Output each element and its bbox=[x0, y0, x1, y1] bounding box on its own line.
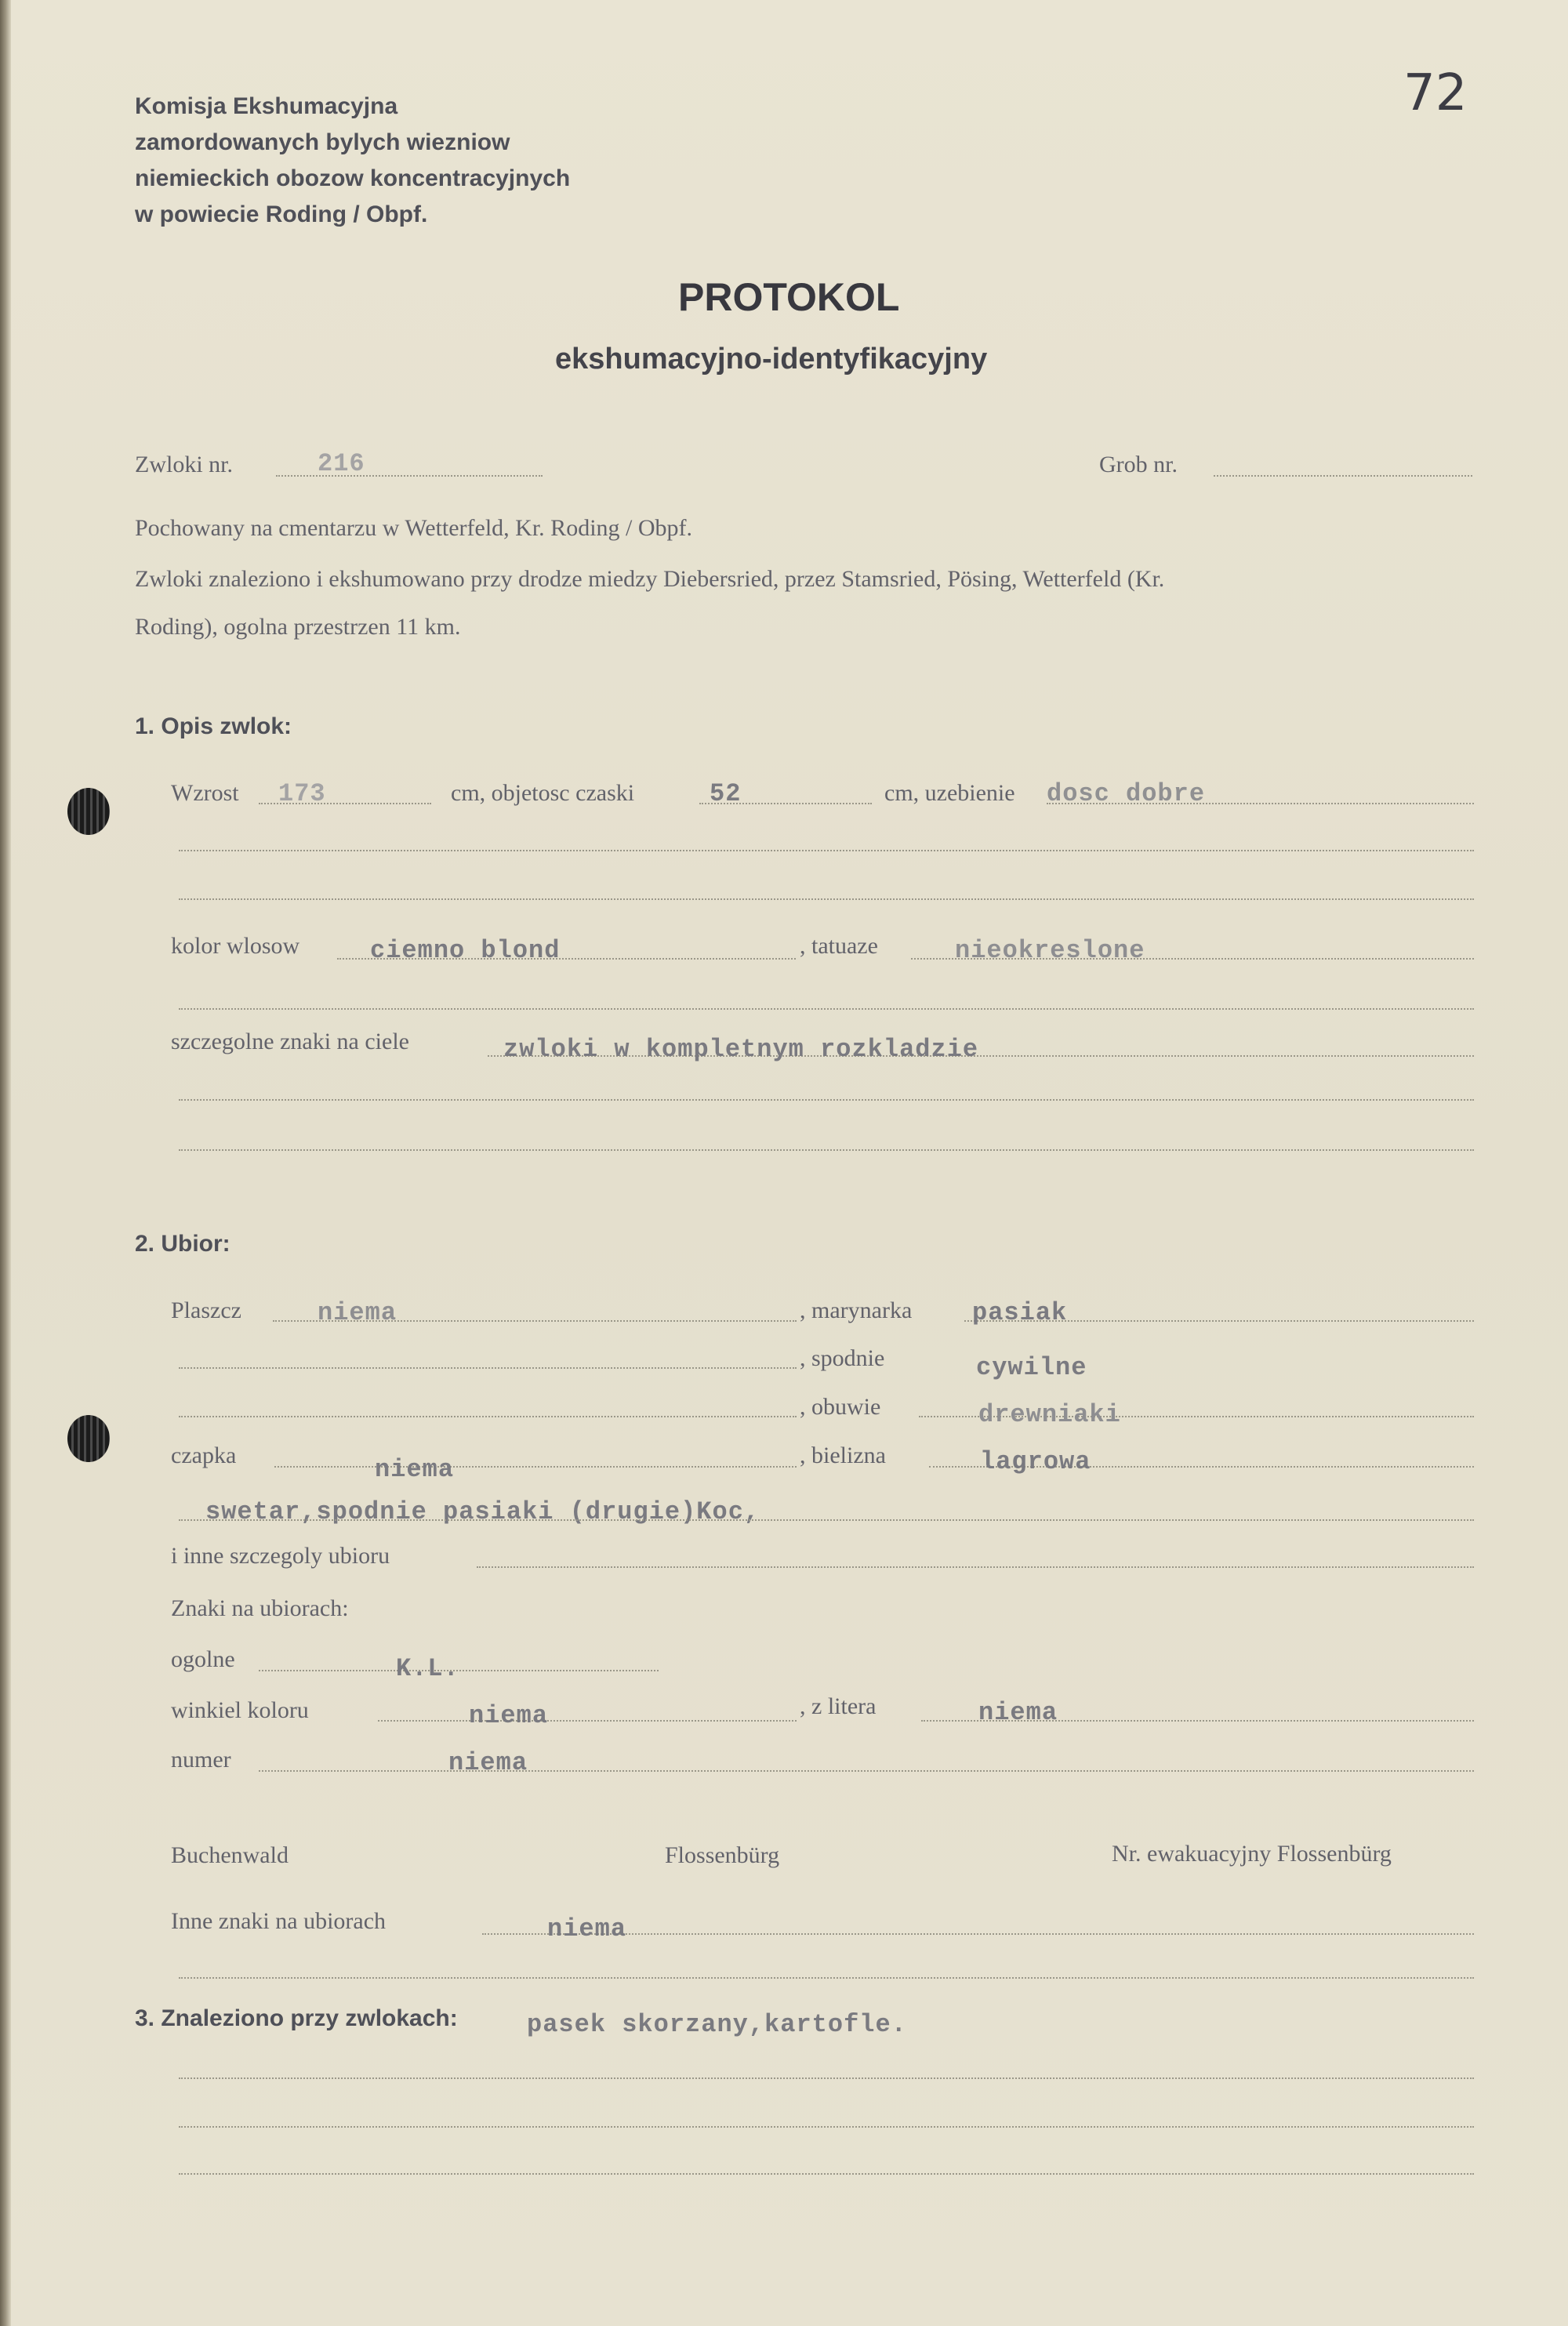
coat-value: niema bbox=[318, 1298, 397, 1327]
underwear-value: lagrowa bbox=[980, 1447, 1091, 1476]
skull-value: 52 bbox=[710, 779, 742, 808]
jacket-label: , marynarka bbox=[800, 1297, 913, 1323]
body-marks-value: zwloki w kompletnym rozkladzie bbox=[503, 1035, 979, 1064]
teeth-label: cm, uzebienie bbox=[884, 780, 1015, 806]
page-subtitle: ekshumacyjno-identyfikacyjny bbox=[555, 343, 988, 376]
height-value: 173 bbox=[278, 779, 326, 808]
header-line-4: w powiecie Roding / Obpf. bbox=[135, 201, 428, 227]
camp-buchenwald: Buchenwald bbox=[171, 1842, 289, 1868]
shoes-value: drewniaki bbox=[978, 1400, 1121, 1429]
other-clothing-label: i inne szczegoly ubioru bbox=[171, 1543, 390, 1569]
general-value: K.L. bbox=[396, 1654, 459, 1683]
punch-hole-bottom bbox=[67, 1415, 110, 1462]
found-line-2: Roding), ogolna przestrzen 11 km. bbox=[135, 614, 461, 640]
page-number: 72 bbox=[1403, 64, 1468, 122]
coat-label: Plaszcz bbox=[171, 1297, 241, 1323]
section-3-title: 3. Znaleziono przy zwlokach: bbox=[135, 2005, 458, 2031]
header-line-1: Komisja Ekshumacyjna bbox=[135, 93, 398, 119]
other-marks-value: niema bbox=[547, 1914, 627, 1943]
body-number-label: Zwloki nr. bbox=[135, 452, 233, 477]
teeth-value: dosc dobre bbox=[1047, 779, 1206, 808]
cap-value: niema bbox=[375, 1455, 455, 1484]
jacket-value: pasiak bbox=[972, 1298, 1068, 1327]
underwear-label: , bielizna bbox=[800, 1442, 886, 1468]
triangle-label: winkiel koloru bbox=[171, 1697, 309, 1723]
camp-flossenburg: Flossenbürg bbox=[665, 1842, 780, 1868]
clothing-marks-label: Znaki na ubiorach: bbox=[171, 1595, 349, 1621]
section-2-title: 2. Ubior: bbox=[135, 1231, 230, 1257]
general-label: ogolne bbox=[171, 1646, 235, 1672]
shoes-label: , obuwie bbox=[800, 1394, 881, 1420]
found-items-value: pasek skorzany,kartofle. bbox=[527, 2010, 907, 2039]
header-line-2: zamordowanych bylych wiezniow bbox=[135, 129, 510, 155]
number-label: numer bbox=[171, 1747, 231, 1773]
tattoo-value: nieokreslone bbox=[955, 936, 1145, 965]
height-label: Wzrost bbox=[171, 780, 239, 806]
skull-label: cm, objetosc czaski bbox=[451, 780, 635, 806]
trousers-value: cywilne bbox=[976, 1353, 1087, 1382]
body-marks-label: szczegolne znaki na ciele bbox=[171, 1029, 409, 1054]
paper-edge bbox=[0, 0, 11, 2326]
body-number-value: 216 bbox=[318, 449, 365, 478]
other-marks-label: Inne znaki na ubiorach bbox=[171, 1908, 387, 1934]
section-1-title: 1. Opis zwlok: bbox=[135, 713, 292, 739]
cap-label: czapka bbox=[171, 1442, 237, 1468]
punch-hole-top bbox=[67, 788, 110, 835]
triangle-value: niema bbox=[469, 1701, 549, 1730]
evacuation-number-label: Nr. ewakuacyjny Flossenbürg bbox=[1112, 1841, 1392, 1867]
hair-value: ciemno blond bbox=[370, 936, 561, 965]
burial-place: Pochowany na cmentarzu w Wetterfeld, Kr. Roding / Obpf. bbox=[135, 515, 693, 541]
other-clothing-value: swetar,spodnie pasiaki (drugie)Koc, bbox=[205, 1497, 760, 1526]
hair-label: kolor wlosow bbox=[171, 933, 300, 959]
letter-label: , z litera bbox=[800, 1693, 877, 1719]
grave-number-label: Grob nr. bbox=[1099, 452, 1178, 477]
trousers-label: , spodnie bbox=[800, 1345, 885, 1371]
tattoo-label: , tatuaze bbox=[800, 933, 878, 959]
letter-value: niema bbox=[978, 1698, 1058, 1727]
number-value: niema bbox=[448, 1748, 528, 1777]
header-line-3: niemieckich obozow koncentracyjnych bbox=[135, 165, 571, 191]
page-title: PROTOKOL bbox=[678, 275, 900, 319]
found-line-1: Zwloki znaleziono i ekshumowano przy drodze miedzy Diebersried, przez Stamsried, Pösing, Wetterfeld (Kr. bbox=[135, 566, 1165, 592]
